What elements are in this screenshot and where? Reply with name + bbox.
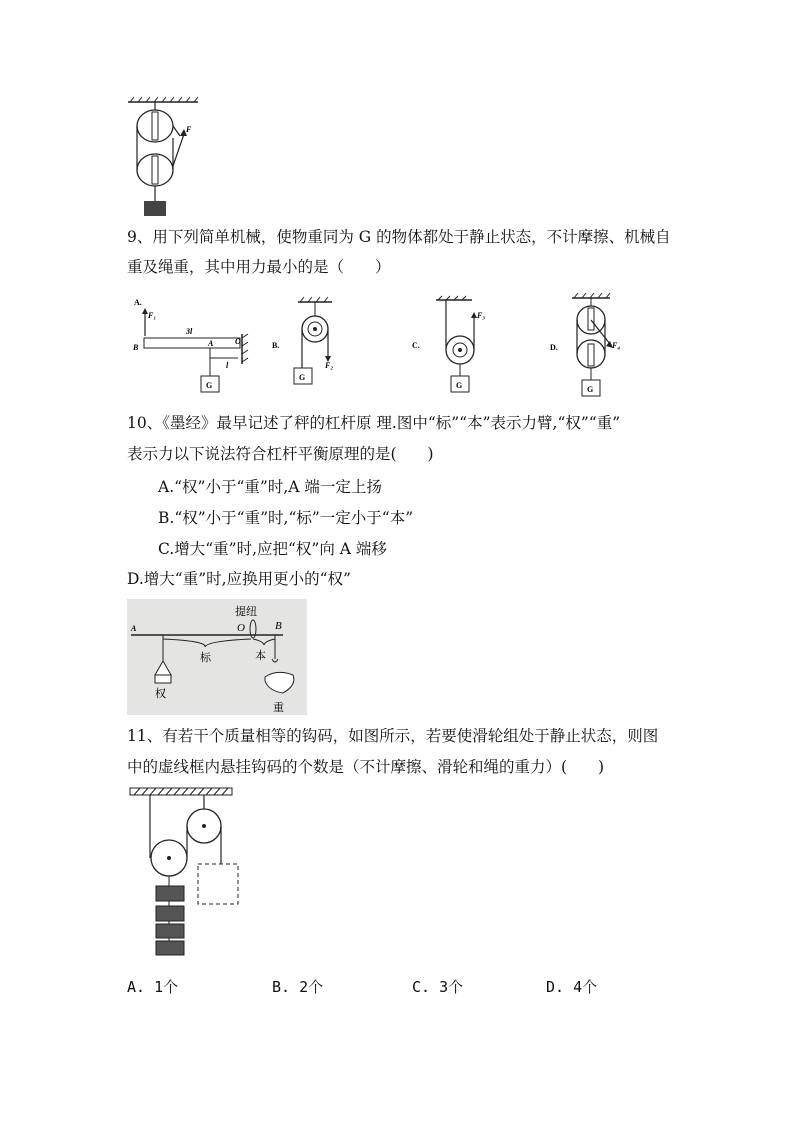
svg-text:B.: B.: [272, 341, 280, 350]
q11-option-d: D. 4个: [546, 978, 598, 996]
q10-option-b: B.“权”小于“重”时,“标”一定小于“本”: [158, 509, 414, 527]
q9-figure-d-pulley-block: [548, 292, 638, 402]
q11-option-c: C. 3个: [412, 978, 464, 996]
q9-figure-c-pulley: [410, 296, 500, 396]
svg-text:O: O: [235, 337, 241, 346]
svg-text:本: 本: [255, 649, 266, 662]
svg-text:G: G: [299, 373, 306, 382]
q10-option-d: D.增大“重”时,应换用更小的“权”: [127, 570, 351, 588]
pulley-figure-top: [120, 96, 210, 221]
svg-text:D.: D.: [550, 343, 558, 352]
svg-text:G: G: [206, 381, 213, 390]
svg-text:F₃: F₃: [477, 311, 486, 320]
svg-text:B: B: [275, 620, 282, 632]
svg-text:G: G: [456, 381, 463, 390]
svg-text:标: 标: [200, 651, 211, 664]
svg-text:权: 权: [155, 687, 166, 700]
q10-steelyard-figure: [127, 599, 307, 715]
svg-text:G: G: [587, 385, 594, 394]
svg-text:提纽: 提纽: [235, 605, 257, 618]
svg-text:3l: 3l: [186, 327, 193, 336]
q11-pulley-figure: [128, 786, 248, 961]
force-label-f: F: [186, 125, 192, 134]
q10-option-c: C.增大“重”时,应把“权”向 A 端移: [158, 540, 387, 558]
q10-stem-line1: 10、《墨经》最早记述了秤的杠杆原 理.图中“标”“本”表示力臂,“权”“重”: [127, 414, 621, 432]
q9-figure-a-lever: [130, 296, 255, 396]
q11-stem-line2: 中的虚线框内悬挂钩码的个数是（不计摩擦、滑轮和绳的重力）( ): [127, 758, 605, 776]
svg-text:O: O: [237, 622, 245, 634]
svg-text:F₄: F₄: [612, 341, 621, 350]
q9-figure-b-pulley: [270, 296, 350, 396]
svg-text:A: A: [131, 624, 137, 633]
q10-stem-line2: 表示力以下说法符合杠杆平衡原理的是( ): [127, 445, 434, 463]
svg-text:重: 重: [273, 701, 284, 714]
svg-text:A.: A.: [134, 298, 142, 307]
svg-text:F₂: F₂: [325, 361, 334, 370]
svg-text:A: A: [208, 339, 214, 348]
svg-text:C.: C.: [412, 341, 420, 350]
q10-option-a: A.“权”小于“重”时,A 端一定上扬: [158, 478, 382, 496]
q9-stem-line1: 9、用下列简单机械，使物重同为 G 的物体都处于静止状态，不计摩擦、机械自: [127, 228, 671, 246]
svg-text:F₁: F₁: [148, 311, 157, 320]
q9-stem-line2: 重及绳重，其中用力最小的是（ ）: [127, 258, 391, 276]
q11-option-a: A. 1个: [127, 978, 179, 996]
q11-stem-line1: 11、有若干个质量相等的钩码，如图所示，若要使滑轮组处于静止状态，则图: [127, 727, 659, 745]
q11-option-b: B. 2个: [272, 978, 324, 996]
svg-text:B: B: [133, 343, 139, 352]
svg-text:l: l: [226, 361, 229, 370]
